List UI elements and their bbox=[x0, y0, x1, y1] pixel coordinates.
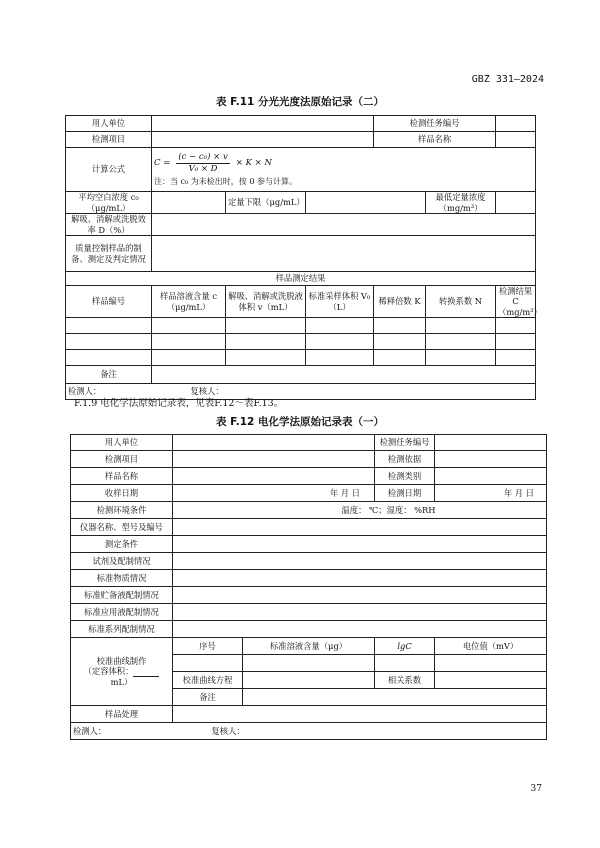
col-seq: 序号 bbox=[173, 638, 243, 655]
blank-avg-value bbox=[152, 192, 226, 214]
table-row bbox=[66, 318, 536, 334]
reagent-label: 试剂及配制情况 bbox=[71, 553, 173, 570]
conditions-label: 测定条件 bbox=[71, 536, 173, 553]
employer-value bbox=[173, 435, 375, 451]
sample-name-value bbox=[173, 468, 375, 485]
formula-fraction bbox=[176, 152, 229, 174]
task-no-value bbox=[435, 435, 547, 451]
reviewer-label: 复核人： bbox=[190, 386, 224, 397]
conditions-value bbox=[173, 536, 547, 553]
reviewer-label: 复核人： bbox=[211, 725, 245, 736]
remarks-value bbox=[152, 366, 536, 384]
std-material-value bbox=[173, 570, 547, 587]
correlation-label: 相关系数 bbox=[375, 672, 435, 689]
quant-limit-label: 定量下限（μg/mL） bbox=[226, 192, 306, 214]
instrument-label: 仪器名称、型号及编号 bbox=[71, 519, 173, 536]
formula-label: 计算公式 bbox=[66, 148, 152, 192]
formula-note: 注：当 c₀ 为未检出时，按 0 参与计算。 bbox=[154, 176, 297, 186]
test-date-value: 年 月 日 bbox=[435, 485, 547, 502]
category-label: 检测类别 bbox=[375, 468, 435, 485]
basis-value bbox=[435, 451, 547, 468]
test-date-label: 检测日期 bbox=[375, 485, 435, 502]
min-conc-value bbox=[496, 192, 536, 214]
formula-lhs: C = bbox=[154, 158, 171, 169]
std-series-label: 标准系列配制情况 bbox=[71, 621, 173, 638]
results-header: 样品测定结果 bbox=[66, 272, 536, 286]
page-number: 37 bbox=[530, 784, 542, 794]
col-liquid-vol: 解吸、消解或洗脱液体积 v（mL） bbox=[226, 286, 306, 318]
std-working-label: 标准应用液配制情况 bbox=[71, 604, 173, 621]
col-potential: 电位值（mV） bbox=[435, 638, 547, 655]
employer-label: 用人单位 bbox=[66, 116, 152, 132]
col-dilution: 稀释倍数 K bbox=[374, 286, 426, 318]
item-value bbox=[173, 451, 375, 468]
formula-tail: × K × N bbox=[235, 158, 272, 169]
item-label: 检测项目 bbox=[71, 451, 173, 468]
std-stock-label: 标准贮备液配制情况 bbox=[71, 587, 173, 604]
section-f19-text: F.1.9 电化学法原始记录表，见表F.12～表F.13。 bbox=[74, 398, 284, 409]
col-sample-no: 样品编号 bbox=[66, 286, 152, 318]
formula bbox=[154, 152, 533, 174]
inspector-label: 检测人： bbox=[68, 386, 102, 397]
sample-name-label: 样品名称 bbox=[374, 132, 496, 148]
table-row bbox=[66, 334, 536, 350]
std-stock-value bbox=[173, 587, 547, 604]
col-lgc: lgC bbox=[375, 638, 435, 655]
inspector-label: 检测人： bbox=[73, 725, 107, 736]
receive-date-value: 年 月 日 bbox=[173, 485, 375, 502]
calibration-label-line2: （定容体积：mL） bbox=[73, 666, 170, 687]
standard-number: GBZ 331—2024 bbox=[471, 74, 544, 85]
task-no-value bbox=[496, 116, 536, 132]
col-conversion: 转换系数 N bbox=[426, 286, 496, 318]
receive-date-label: 收样日期 bbox=[71, 485, 173, 502]
calibration-equation-label: 校准曲线方程 bbox=[173, 672, 243, 689]
calibration-label bbox=[71, 638, 173, 706]
qc-label: 质量控制样品的制备、测定及判定情况 bbox=[66, 236, 152, 272]
formula-denominator: V₀ × D bbox=[188, 164, 218, 174]
col-std-vol: 标准采样体积 V₀（L） bbox=[306, 286, 374, 318]
table-f11-title: 表 F.11 分光光度法原始记录（二） bbox=[215, 96, 385, 108]
employer-value bbox=[152, 116, 374, 132]
std-material-label: 标准物质情况 bbox=[71, 570, 173, 587]
sample-name-label: 样品名称 bbox=[71, 468, 173, 485]
qc-value bbox=[152, 236, 536, 272]
table-row bbox=[66, 350, 536, 366]
remarks-label: 备注 bbox=[66, 366, 152, 384]
blank-avg-label: 平均空白浓度 c₀（μg/mL） bbox=[66, 192, 152, 214]
basis-label: 检测依据 bbox=[375, 451, 435, 468]
formula-cell bbox=[152, 148, 536, 192]
remarks-value bbox=[243, 689, 547, 706]
table-f11 bbox=[65, 115, 542, 400]
calibration-equation-value bbox=[243, 672, 375, 689]
instrument-value bbox=[173, 519, 547, 536]
signature-row bbox=[71, 723, 547, 740]
table-f12-title: 表 F.12 电化学法原始记录表（一） bbox=[215, 416, 385, 428]
table-f12 bbox=[70, 434, 547, 740]
remarks-label: 备注 bbox=[173, 689, 243, 706]
sample-treatment-value bbox=[173, 706, 547, 723]
env-value: 温度： ℃；湿度： %RH bbox=[173, 502, 547, 519]
item-label: 检测项目 bbox=[66, 132, 152, 148]
std-series-value bbox=[173, 621, 547, 638]
col-sample-conc: 样品溶液含量 c（μg/mL） bbox=[152, 286, 226, 318]
desorb-eff-label: 解吸、消解或洗脱效率 D（%） bbox=[66, 214, 152, 236]
sample-treatment-label: 样品处理 bbox=[71, 706, 173, 723]
employer-label: 用人单位 bbox=[71, 435, 173, 451]
sample-name-value bbox=[496, 132, 536, 148]
min-conc-label: 最低定量浓度（mg/m³） bbox=[426, 192, 496, 214]
formula-numerator: (c − c₀) × v bbox=[178, 152, 228, 163]
col-std-content: 标准溶液含量（μg） bbox=[243, 638, 375, 655]
std-working-value bbox=[173, 604, 547, 621]
item-value bbox=[152, 132, 374, 148]
env-label: 检测环境条件 bbox=[71, 502, 173, 519]
quant-limit-value bbox=[306, 192, 426, 214]
reagent-value bbox=[173, 553, 547, 570]
calibration-label-line1: 校准曲线制作 bbox=[96, 655, 147, 666]
col-result: 检测结果 C（mg/m³） bbox=[496, 286, 536, 318]
desorb-eff-value bbox=[152, 214, 536, 236]
correlation-value bbox=[435, 672, 547, 689]
task-no-label: 检测任务编号 bbox=[375, 435, 435, 451]
category-value bbox=[435, 468, 547, 485]
task-no-label: 检测任务编号 bbox=[374, 116, 496, 132]
